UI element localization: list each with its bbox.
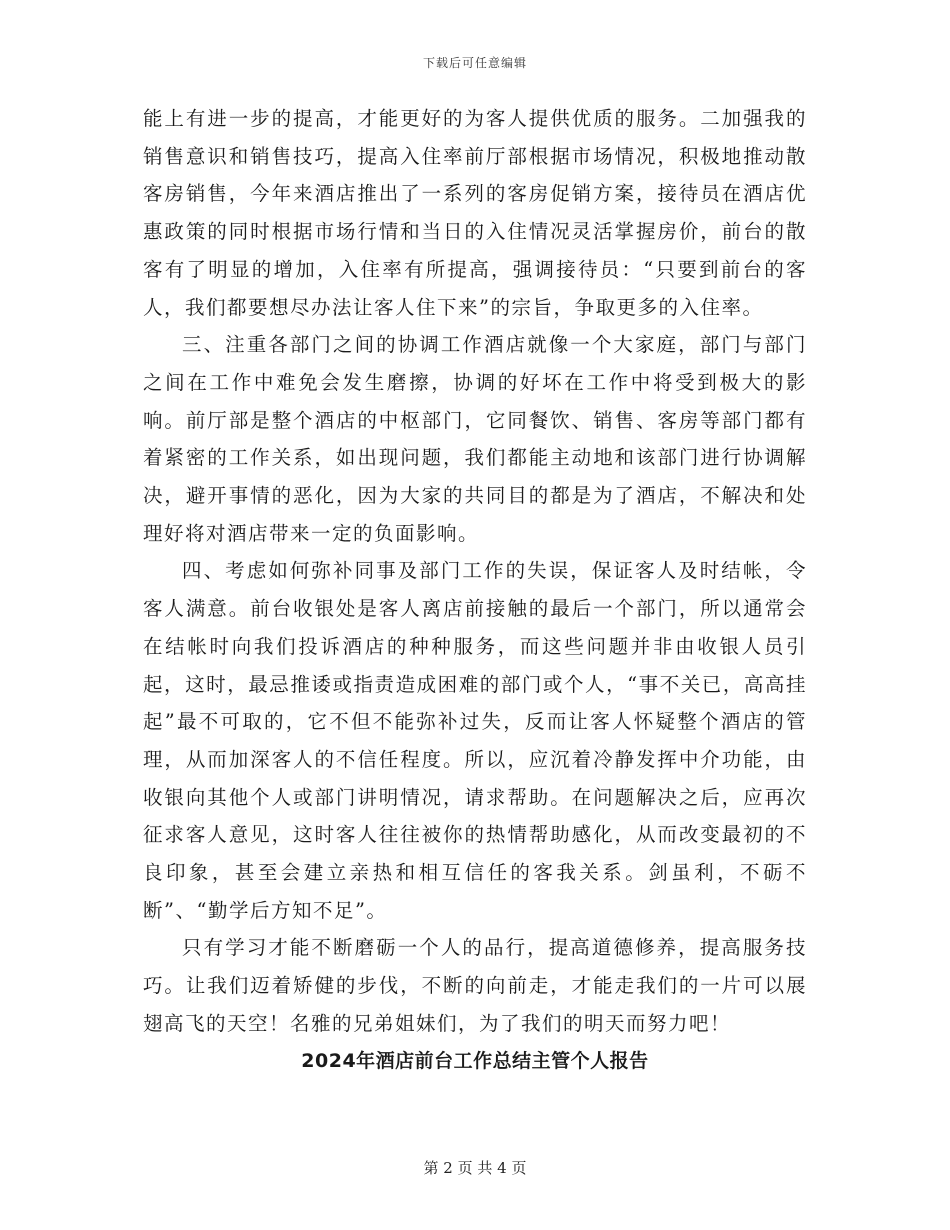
page-header: 下载后可任意编辑: [422, 56, 527, 70]
paragraph-section-four: 四、考虑如何弥补同事及部门工作的失误，保证客人及时结帐，令客人满意。前台收银处是客人离店前接触的最后一个部门，所以通常会在结帐时向我们投诉酒店的种种服务，而这些问题并非由收银人员引起，这时，最忌推诿或指责造成困难的部门或个人，“事不关已，高高挂起”最不可取的，它不但不能弥补过失，反而让客人怀疑整个酒店的管理，从而加深客人的不信任程度。所以，应沉着冷静发挥中介功能，由收银向其他个人或部门讲明情况，请求帮助。在问题解决之后，应再次征求客人意见，这时客人往往被你的热情帮助感化，从而改变最初的不良印象，甚至会建立亲热和相互信任的客我关系。剑虽利，不砺不断”、“勤学后方知不足”。: [143, 559, 807, 922]
next-document-title: 2024年酒店前台工作总结主管个人报告: [301, 1049, 649, 1072]
paragraph-continuation: 能上有进一步的提高，才能更好的为客人提供优质的服务。二加强我的销售意识和销售技巧，提高入住率前厅部根据市场情况，积极地推动散客房销售，今年来酒店推出了一系列的客房促销方案，接待员在酒店优惠政策的同时根据市场行情和当日的入住情况灵活掌握房价，前台的散客有了明显的增加，入住率有所提高，强调接待员：“只要到前台的客人，我们都要想尽办法让客人住下来”的宗旨，争取更多的入住率。: [143, 107, 807, 319]
paragraph-section-three: 三、注重各部门之间的协调工作酒店就像一个大家庭，部门与部门之间在工作中难免会发生磨擦，协调的好坏在工作中将受到极大的影响。前厅部是整个酒店的中枢部门，它同餐饮、销售、客房等部门都有着紧密的工作关系，如出现问题，我们都能主动地和该部门进行协调解决，避开事情的恶化，因为大家的共同目的都是为了酒店，不解决和处理好将对酒店带来一定的负面影响。: [143, 333, 807, 545]
page-number-footer: 第 2 页 共 4 页: [423, 1159, 527, 1177]
document-body: [143, 100, 807, 1080]
paragraph-closing: 只有学习才能不断磨砺一个人的品行，提高道德修养，提高服务技巧。让我们迈着矫健的步伐，不断的向前走，才能走我们的一片可以展翅高飞的天空！名雅的兄弟姐妹们，为了我们的明天而努力吧！: [143, 936, 807, 1035]
